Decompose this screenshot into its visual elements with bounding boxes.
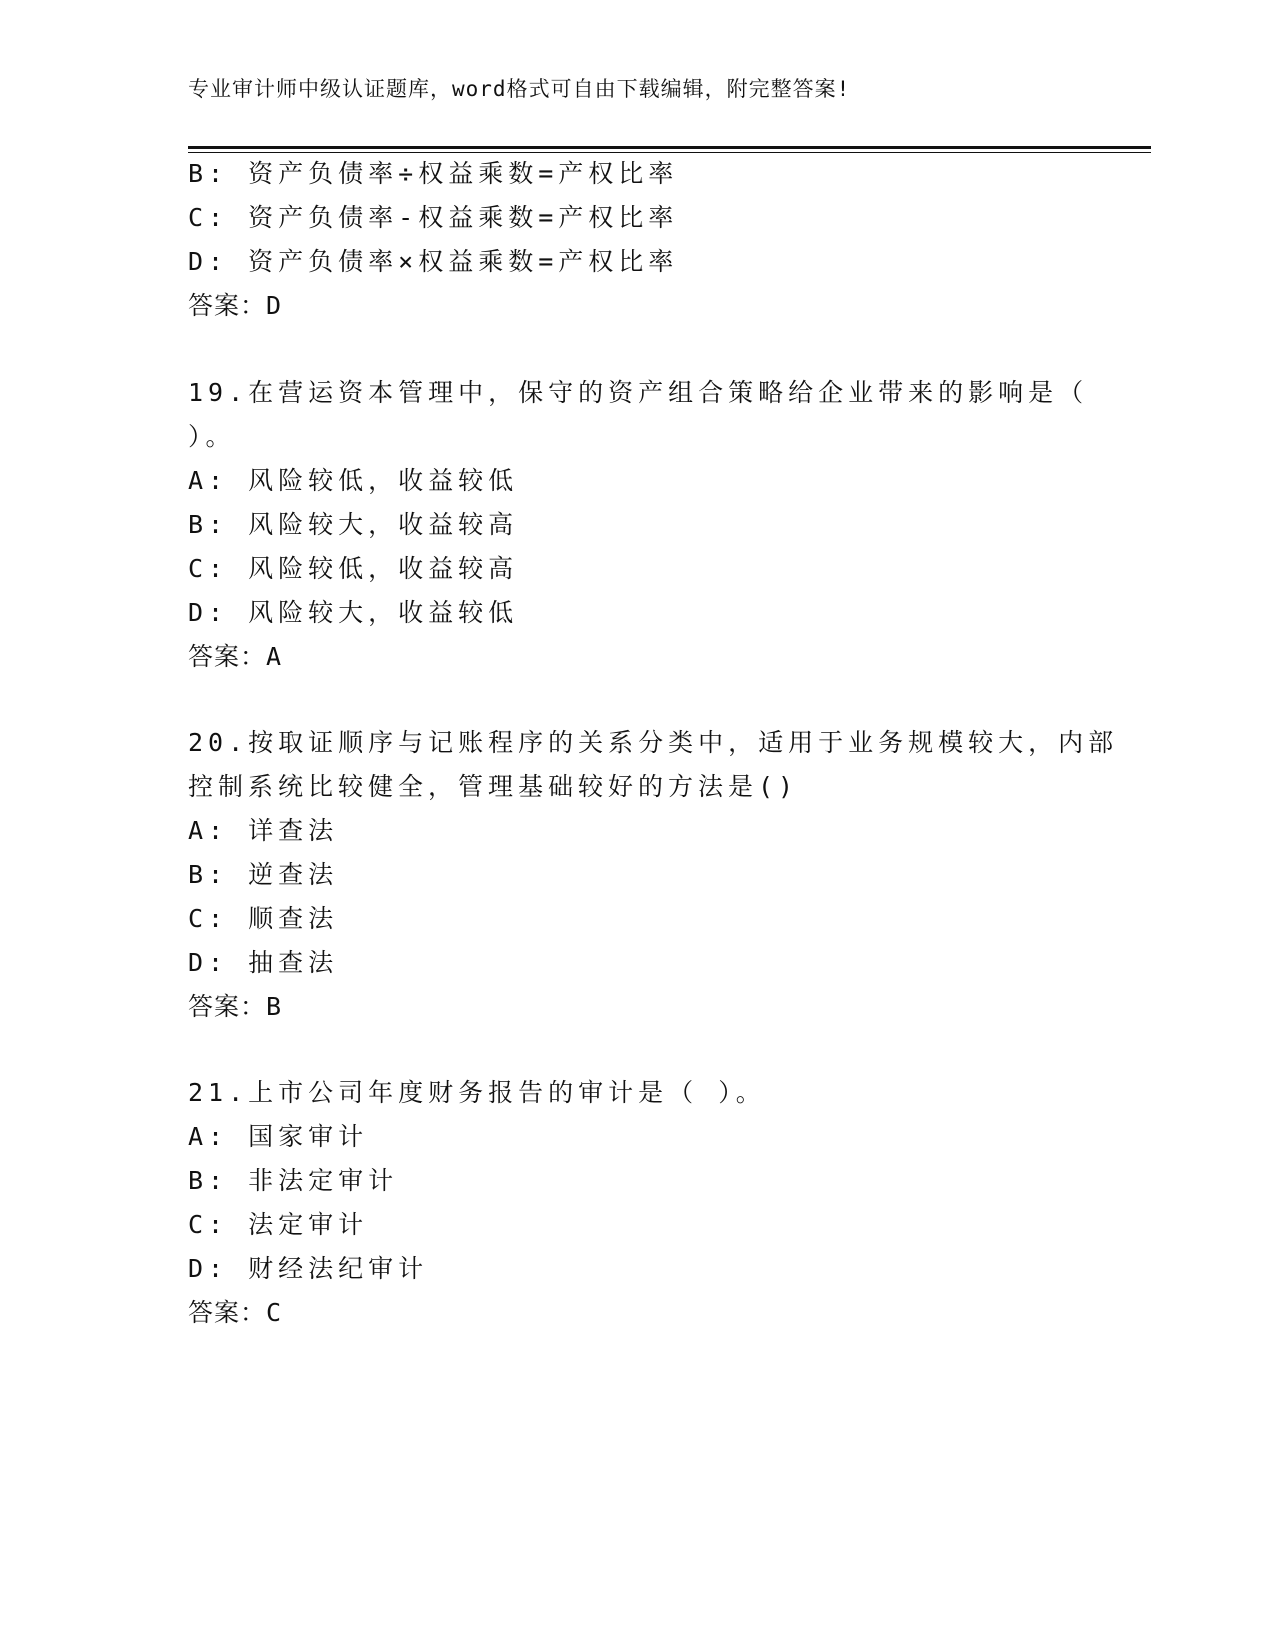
option-b: B: 资产负债率÷权益乘数=产权比率 [188,159,679,188]
question-stem-line: 19.在营运资本管理中，保守的资产组合策略给企业带来的影响是（ [188,378,1089,407]
question-stem-line: 21.上市公司年度财务报告的审计是（ ）。 [188,1078,766,1107]
option-b: B: 风险较大，收益较高 [188,510,519,539]
option-c: C: 顺查法 [188,904,339,933]
header-divider-thin [188,152,1151,153]
answer-line: 答案：B [188,992,283,1021]
option-d: D: 抽查法 [188,948,339,977]
option-b: B: 逆查法 [188,860,339,889]
question-stem-line: 20.按取证顺序与记账程序的关系分类中，适用于业务规模较大，内部 [188,728,1119,757]
option-c: C: 法定审计 [188,1210,369,1239]
question-stem-line: 控制系统比较健全，管理基础较好的方法是() [188,772,799,801]
page-header: 专业审计师中级认证题库，word格式可自由下载编辑，附完整答案! [188,77,851,101]
header-divider-thick [188,146,1151,149]
option-c: C: 风险较低，收益较高 [188,554,519,583]
option-d: D: 财经法纪审计 [188,1254,429,1283]
option-a: A: 国家审计 [188,1122,369,1151]
option-a: A: 风险较低，收益较低 [188,466,519,495]
answer-line: 答案：A [188,642,283,671]
option-b: B: 非法定审计 [188,1166,399,1195]
answer-line: 答案：D [188,291,283,320]
question-stem-line: ）。 [188,422,236,451]
option-c: C: 资产负债率-权益乘数=产权比率 [188,203,679,232]
option-a: A: 详查法 [188,816,339,845]
option-d: D: 风险较大，收益较低 [188,598,519,627]
answer-line: 答案：C [188,1298,283,1327]
option-d: D: 资产负债率×权益乘数=产权比率 [188,247,679,276]
